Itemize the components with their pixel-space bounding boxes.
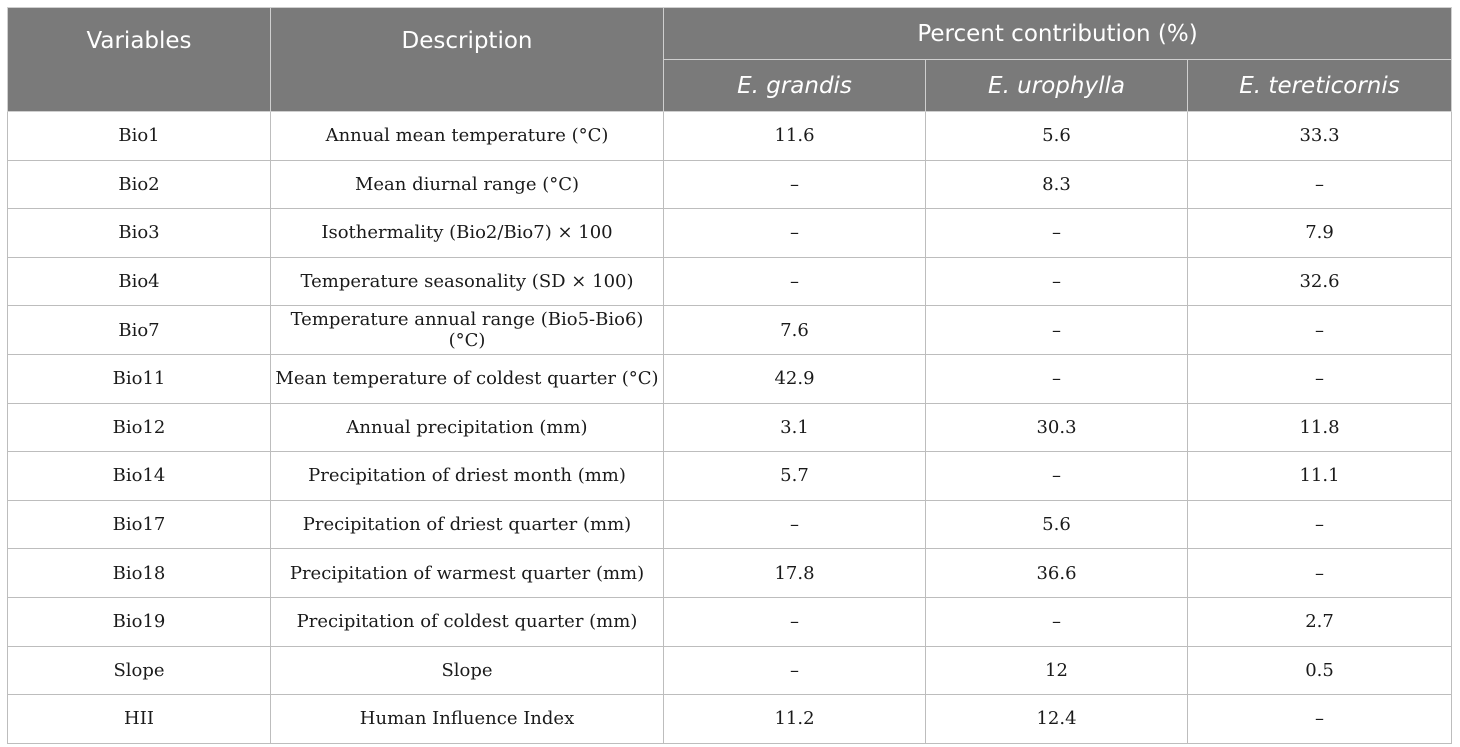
cell-urophylla: 30.3 [926, 403, 1188, 452]
cell-grandis: 11.2 [664, 695, 926, 744]
cell-description: Annual precipitation (mm) [271, 403, 664, 452]
cell-urophylla: – [926, 452, 1188, 501]
table-container [7, 7, 1451, 744]
cell-tereticornis: – [1188, 306, 1452, 355]
cell-tereticornis: – [1188, 160, 1452, 209]
cell-tereticornis: 33.3 [1188, 112, 1452, 161]
cell-tereticornis: 7.9 [1188, 209, 1452, 258]
header-percent-contribution: Percent contribution (%) [664, 8, 1452, 60]
cell-description: Slope [271, 646, 664, 695]
cell-grandis: 42.9 [664, 354, 926, 403]
cell-description: Human Influence Index [271, 695, 664, 744]
header-species-grandis: E. grandis [664, 60, 926, 112]
cell-urophylla: 12 [926, 646, 1188, 695]
cell-variable: Bio12 [8, 403, 271, 452]
table-row [8, 500, 1452, 549]
cell-urophylla: 5.6 [926, 112, 1188, 161]
cell-variable: Slope [8, 646, 271, 695]
cell-grandis: – [664, 160, 926, 209]
cell-variable: Bio18 [8, 549, 271, 598]
table-row [8, 597, 1452, 646]
table-header [8, 8, 1452, 112]
cell-variable: Bio7 [8, 306, 271, 355]
cell-urophylla: – [926, 354, 1188, 403]
cell-grandis: – [664, 597, 926, 646]
cell-description: Precipitation of coldest quarter (mm) [271, 597, 664, 646]
cell-tereticornis: 11.8 [1188, 403, 1452, 452]
cell-tereticornis: 11.1 [1188, 452, 1452, 501]
cell-grandis: – [664, 209, 926, 258]
percent-contribution-table [7, 7, 1452, 744]
cell-urophylla: – [926, 257, 1188, 306]
cell-grandis: – [664, 257, 926, 306]
cell-urophylla: – [926, 597, 1188, 646]
header-species-urophylla: E. urophylla [926, 60, 1188, 112]
cell-variable: HII [8, 695, 271, 744]
table-row [8, 112, 1452, 161]
table-row [8, 257, 1452, 306]
cell-tereticornis: – [1188, 695, 1452, 744]
cell-tereticornis: – [1188, 500, 1452, 549]
cell-tereticornis: 2.7 [1188, 597, 1452, 646]
cell-grandis: 17.8 [664, 549, 926, 598]
cell-description: Mean diurnal range (°C) [271, 160, 664, 209]
cell-description: Temperature annual range (Bio5-Bio6) (°C) [271, 306, 664, 355]
cell-description: Annual mean temperature (°C) [271, 112, 664, 161]
table-row [8, 695, 1452, 744]
cell-description: Precipitation of driest month (mm) [271, 452, 664, 501]
header-description: Description [271, 8, 664, 112]
cell-grandis: – [664, 500, 926, 549]
table-row [8, 209, 1452, 258]
cell-description: Mean temperature of coldest quarter (°C) [271, 354, 664, 403]
cell-tereticornis: – [1188, 354, 1452, 403]
cell-urophylla: 12.4 [926, 695, 1188, 744]
cell-description: Isothermality (Bio2/Bio7) × 100 [271, 209, 664, 258]
table-row [8, 354, 1452, 403]
cell-description: Precipitation of warmest quarter (mm) [271, 549, 664, 598]
cell-urophylla: 8.3 [926, 160, 1188, 209]
cell-variable: Bio3 [8, 209, 271, 258]
cell-tereticornis: – [1188, 549, 1452, 598]
table-row [8, 306, 1452, 355]
cell-description: Temperature seasonality (SD × 100) [271, 257, 664, 306]
cell-grandis: 11.6 [664, 112, 926, 161]
cell-grandis: 5.7 [664, 452, 926, 501]
table-row [8, 160, 1452, 209]
cell-urophylla: 5.6 [926, 500, 1188, 549]
cell-variable: Bio14 [8, 452, 271, 501]
cell-grandis: 7.6 [664, 306, 926, 355]
cell-variable: Bio2 [8, 160, 271, 209]
cell-urophylla: 36.6 [926, 549, 1188, 598]
cell-tereticornis: 0.5 [1188, 646, 1452, 695]
table-row [8, 452, 1452, 501]
cell-urophylla: – [926, 209, 1188, 258]
table-row [8, 646, 1452, 695]
table-row [8, 403, 1452, 452]
cell-grandis: 3.1 [664, 403, 926, 452]
header-variables: Variables [8, 8, 271, 112]
cell-variable: Bio4 [8, 257, 271, 306]
cell-tereticornis: 32.6 [1188, 257, 1452, 306]
cell-variable: Bio1 [8, 112, 271, 161]
cell-grandis: – [664, 646, 926, 695]
header-row-1 [8, 8, 1452, 60]
cell-description: Precipitation of driest quarter (mm) [271, 500, 664, 549]
cell-variable: Bio17 [8, 500, 271, 549]
header-species-tereticornis: E. tereticornis [1188, 60, 1452, 112]
cell-variable: Bio11 [8, 354, 271, 403]
cell-urophylla: – [926, 306, 1188, 355]
table-body [8, 112, 1452, 744]
cell-variable: Bio19 [8, 597, 271, 646]
table-row [8, 549, 1452, 598]
